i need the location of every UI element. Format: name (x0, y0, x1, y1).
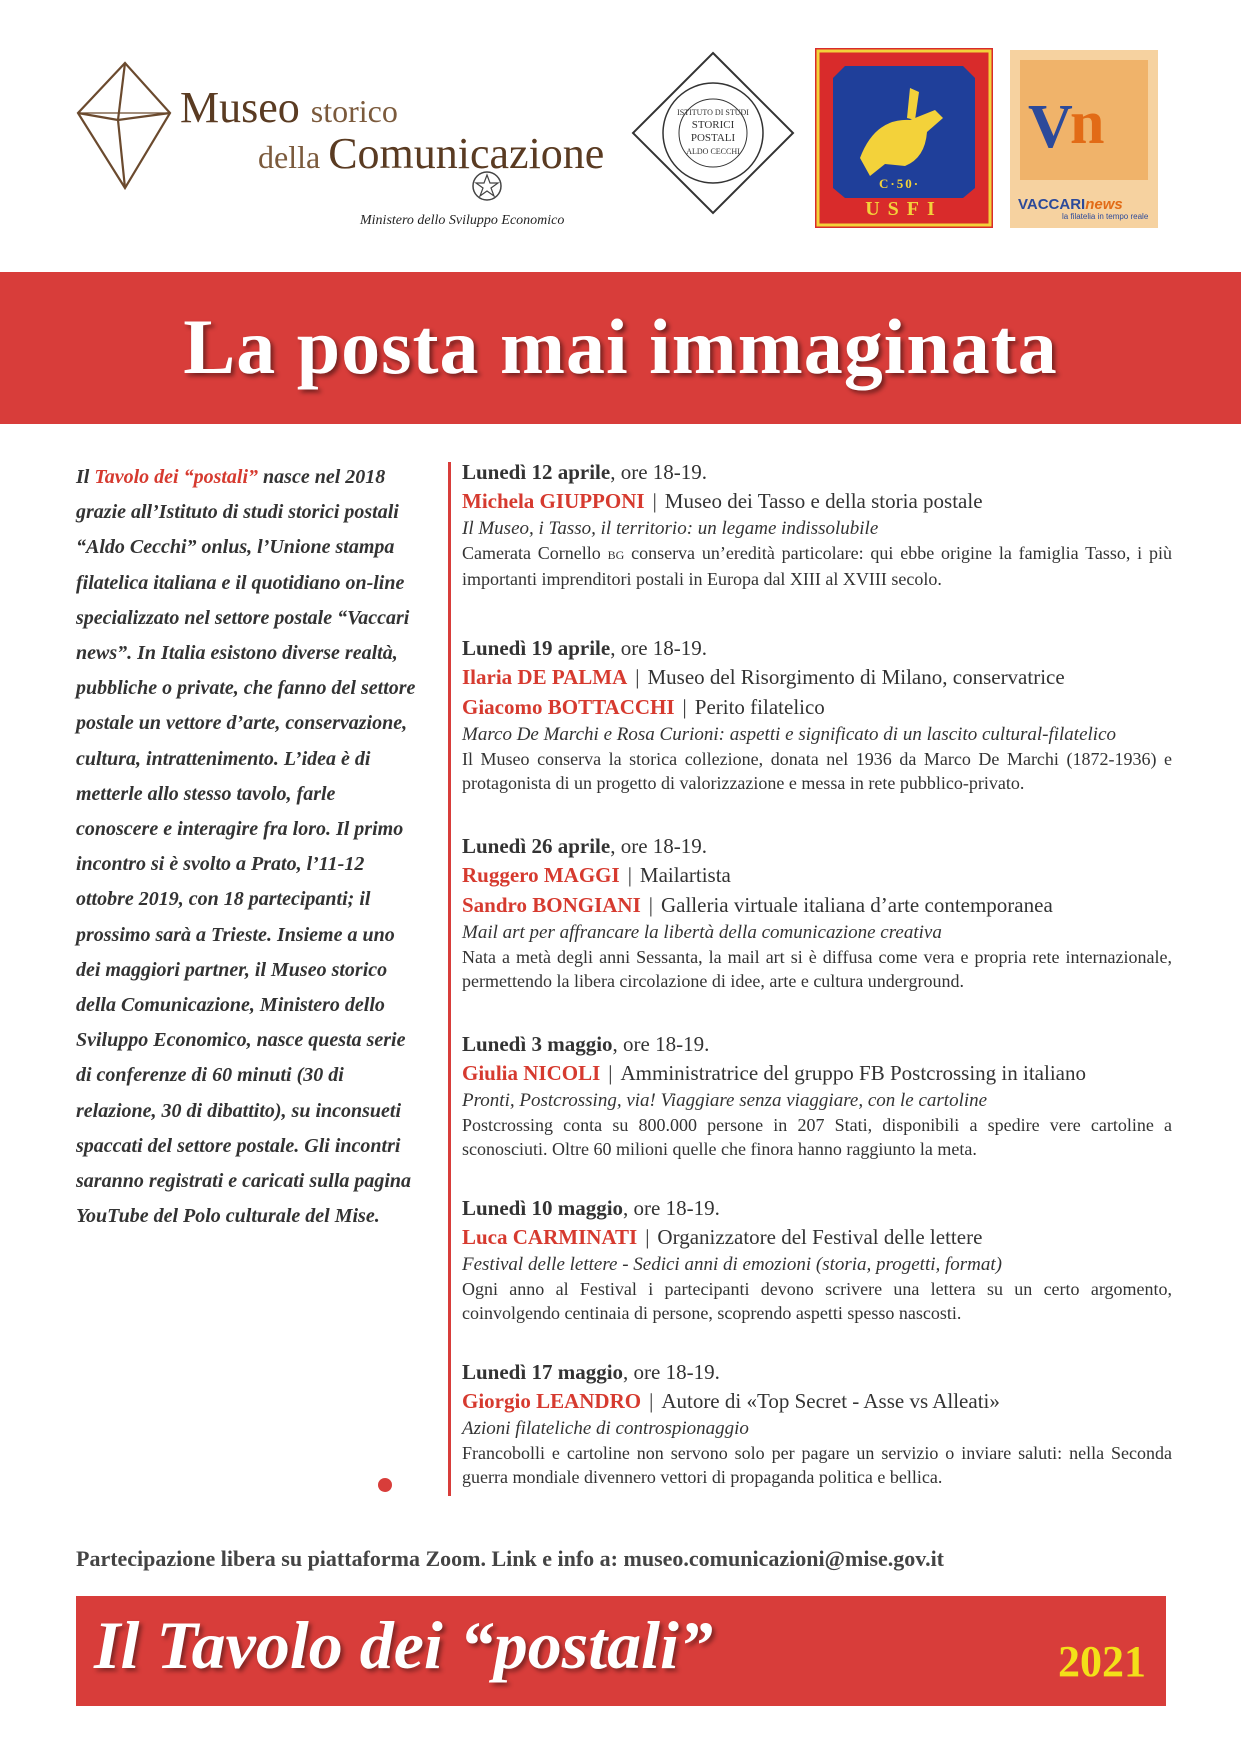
della-word: della (258, 139, 321, 175)
event-date: Lunedì 26 aprile, ore 18-19. (462, 834, 708, 858)
series-title: Il Tavolo dei “postali” (94, 1607, 713, 1683)
event-date: Lunedì 19 aprile, ore 18-19. (462, 636, 708, 660)
event-subtitle: Azioni filateliche di controspionaggio (462, 1418, 749, 1439)
vaccari-tagline: la filatelia in tempo reale (1062, 212, 1149, 221)
event-date: Lunedì 10 maggio, ore 18-19. (462, 1196, 720, 1220)
event-item (462, 1030, 1172, 1161)
event-speaker: Giacomo BOTTACCHI | Perito filatelico (462, 695, 825, 719)
ministero-label: Ministero dello Sviluppo Economico (360, 213, 565, 228)
italian-emblem-icon (470, 168, 504, 206)
event-speaker: Sandro BONGIANI | Galleria virtuale italiana d’arte contemporanea (462, 893, 1053, 917)
event-item (462, 832, 1172, 993)
page-title: La posta mai immaginata (183, 303, 1058, 390)
event-item (462, 634, 1172, 795)
event-subtitle: Festival delle lettere - Sedici anni di emozioni (storia, progetti, format) (462, 1254, 1002, 1275)
museo-word: Museo (180, 83, 300, 132)
event-speaker: Michela GIUPPONI | Museo dei Tasso e della storia postale (462, 489, 983, 513)
event-description: Il Museo conserva la storica collezione, donata nel 1936 da Marco De Marchi (1872-1936) e protagonista di un progetto di valorizzazione e messa in rete pubblico-privato. (462, 749, 1172, 793)
vaccari-logo (1010, 50, 1158, 228)
museo-wordmark (180, 83, 605, 178)
event-item (462, 1194, 1172, 1325)
event-subtitle: Marco De Marchi e Rosa Curioni: aspetti e significato di un lascito cultural-filatelico (462, 724, 1117, 745)
octahedron-logo-icon (70, 58, 180, 198)
bottom-band (76, 1596, 1166, 1706)
vaccari-n-mark: n (1070, 89, 1105, 157)
event-date: Lunedì 12 aprile, ore 18-19. (462, 460, 708, 484)
intro-highlight: Tavolo dei “postali” (94, 466, 259, 488)
event-date: Lunedì 17 maggio, ore 18-19. (462, 1360, 720, 1384)
event-speaker: Ilaria DE PALMA | Museo del Risorgimento di Milano, conservatrice (462, 665, 1065, 689)
event-description: Francobolli e cartoline non servono solo per pagare un servizio o inviare saluti: nella Seconda guerra mondiale divennero vettori di propaganda politica e bellica. (462, 1443, 1172, 1487)
usfi-label: USFI (865, 198, 943, 220)
museo-logo (70, 48, 630, 238)
vaccari-v-mark: V (1028, 93, 1073, 161)
red-dot-marker (378, 1478, 392, 1492)
column-divider (448, 462, 451, 1496)
comunicazione-word: Comunicazione (328, 129, 605, 178)
intro-text (76, 460, 416, 1234)
event-speaker: Luca CARMINATI | Organizzatore del Festival delle lettere (462, 1225, 983, 1249)
intro-body: nasce nel 2018 grazie all’Istituto di studi storici postali “Aldo Cecchi” onlus, l’Unione stampa filatelica italiana e il quotidiano on-line specializzato nel settore postale “Vaccari news”. In Italia esistono diverse realtà, pubbliche o private, che fanno del settore postale un vettore d’arte, conservazione, cultura, intrattenimento. L’idea è di metterle allo stesso tavolo, farle conoscere e interagire fra loro. Il primo incontro si è svolto a Prato, l’11-12 ottobre 2019, con 18 partecipanti; il prossimo sarà a Trieste. Insieme a uno dei maggiori partner, il Museo storico della Comunicazione, Ministero dello Sviluppo Economico, nasce questa serie di conferenze di 60 minuti (30 di relazione, 30 di dibattito), su inconsueti spaccati del settore postale. Gli incontri saranno registrati e caricati sulla pagina YouTube del Polo culturale del Mise. (76, 466, 416, 1228)
usfi-value: C·50· (879, 176, 921, 191)
vaccari-brand: VACCARInews (1018, 196, 1123, 213)
event-subtitle: Pronti, Postcrossing, via! Viaggiare senza viaggiare, con le cartoline (462, 1090, 988, 1111)
issp-logo (628, 48, 798, 218)
event-item (462, 1358, 1172, 1489)
intro-lead: Il (76, 466, 95, 488)
event-item (462, 458, 1172, 591)
event-subtitle: Il Museo, i Tasso, il territorio: un legame indissolubile (462, 518, 879, 539)
title-band (0, 272, 1241, 424)
event-date: Lunedì 3 maggio, ore 18-19. (462, 1032, 710, 1056)
event-description: Ogni anno al Festival i partecipanti devono scrivere una lettera su un certo argomento, coinvolgendo centinaia di persone, scoprendo aspetti spesso nascosti. (462, 1279, 1172, 1323)
event-speaker: Ruggero MAGGI | Mailartista (462, 863, 731, 887)
usfi-logo (815, 48, 993, 228)
event-speaker: Giulia NICOLI | Amministratrice del gruppo FB Postcrossing in italiano (462, 1061, 1086, 1085)
storico-word: storico (310, 93, 398, 129)
issp-text: ISTITUTO DI STUDI STORICI POSTALI ALDO CECCHI (677, 108, 749, 156)
series-year: 2021 (1058, 1637, 1146, 1686)
event-speaker: Giorgio LEANDRO | Autore di «Top Secret - Asse vs Alleati» (462, 1389, 1000, 1413)
participation-info: Partecipazione libera su piattaforma Zoom. Link e info a: museo.comunicazioni@mise.gov.it (76, 1546, 945, 1571)
event-description: Postcrossing conta su 800.000 persone in 207 Stati, disponibili a spedire vere cartoline a sconosciuti. Oltre 60 milioni quelle che finora hanno raggiunto la meta. (462, 1115, 1172, 1159)
event-description: Camerata Cornello BG conserva un’eredità particolare: qui ebbe origine la famiglia Tasso, i più importanti imprenditori postali in Europa dal XIII al XVIII secolo. (462, 543, 1172, 589)
event-description: Nata a metà degli anni Sessanta, la mail art si è diffusa come vera e propria rete internazionale, permettendo la libera circolazione di idee, arte e cultura underground. (462, 947, 1172, 991)
event-subtitle: Mail art per affrancare la libertà della comunicazione creativa (462, 922, 942, 943)
